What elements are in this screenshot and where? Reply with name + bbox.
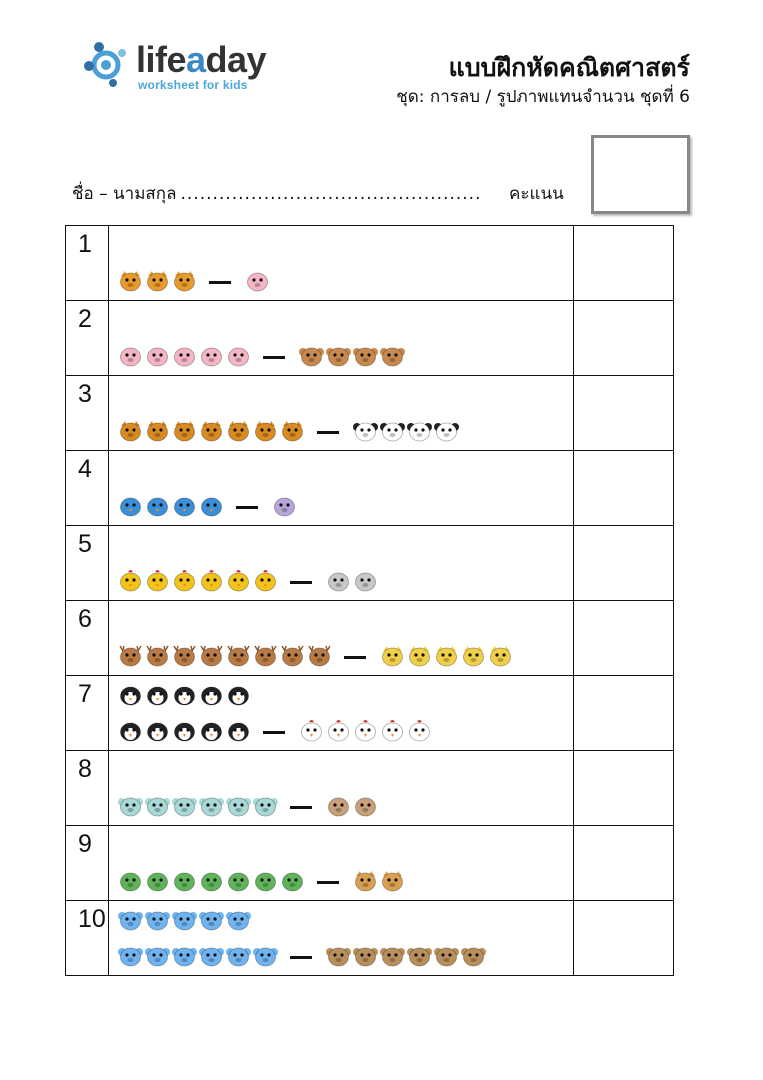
frog-icon — [253, 870, 280, 894]
subtrahend-group — [245, 270, 272, 294]
penguin-icon — [226, 684, 253, 708]
score-box[interactable] — [591, 135, 690, 214]
top-group — [118, 909, 253, 933]
fish-icon — [172, 495, 199, 519]
cat-icon — [461, 645, 488, 669]
lion-icon — [226, 420, 253, 444]
koala-icon — [353, 945, 380, 969]
monkey-icon — [299, 345, 326, 369]
penguin-icon — [145, 684, 172, 708]
subtrahend-group — [272, 495, 299, 519]
minuend-group — [118, 270, 199, 294]
minus-sign — [290, 956, 312, 959]
chicken-icon — [407, 720, 434, 744]
problem-expression — [118, 270, 272, 294]
mouse-icon — [145, 909, 172, 933]
mouse-icon — [199, 909, 226, 933]
cat-icon — [380, 645, 407, 669]
answer-box[interactable] — [573, 676, 673, 750]
answer-box[interactable] — [573, 451, 673, 525]
problem-row — [66, 451, 673, 526]
dog-icon — [380, 870, 407, 894]
problem-table — [65, 225, 674, 976]
penguin-icon — [118, 720, 145, 744]
problem-expression — [118, 870, 407, 894]
subtrahend-group — [326, 945, 488, 969]
minuend-group — [118, 420, 307, 444]
answer-box[interactable] — [573, 751, 673, 825]
subtrahend-group — [353, 420, 461, 444]
problem-row — [66, 601, 673, 676]
problem-row — [66, 826, 673, 901]
fox-icon — [172, 270, 199, 294]
elephant-icon — [226, 795, 253, 819]
problem-number: 2 — [66, 301, 109, 375]
dog-icon — [353, 870, 380, 894]
deer-icon — [280, 645, 307, 669]
minus-sign — [344, 656, 366, 659]
deer-icon — [172, 645, 199, 669]
minus-sign — [263, 356, 285, 359]
chicken-icon — [380, 720, 407, 744]
pig-icon — [226, 345, 253, 369]
minuend-group — [118, 495, 226, 519]
minus-sign — [317, 431, 339, 434]
deer-icon — [226, 645, 253, 669]
fish-icon — [145, 495, 172, 519]
minus-sign — [236, 506, 258, 509]
pig-icon — [199, 345, 226, 369]
penguin-icon — [172, 720, 199, 744]
mouse-icon — [172, 909, 199, 933]
cat-icon — [488, 645, 515, 669]
pig-icon — [245, 270, 272, 294]
fox-icon — [118, 270, 145, 294]
answer-box[interactable] — [573, 376, 673, 450]
answer-box[interactable] — [573, 601, 673, 675]
hippo-icon — [272, 495, 299, 519]
mouse-icon — [226, 909, 253, 933]
top-group — [118, 684, 253, 708]
monkey-icon — [353, 345, 380, 369]
problem-number: 10 — [66, 901, 109, 975]
chicken-icon — [299, 720, 326, 744]
chick-icon — [118, 570, 145, 594]
penguin-icon — [118, 684, 145, 708]
minus-sign — [317, 881, 339, 884]
problem-top-line — [118, 684, 253, 708]
name-label: ชื่อ – นามสกุล — [72, 184, 177, 204]
frog-icon — [226, 870, 253, 894]
name-dotted-line[interactable]: ............................................... — [180, 184, 482, 204]
panda-icon — [407, 420, 434, 444]
penguin-icon — [226, 720, 253, 744]
monkey-icon — [326, 345, 353, 369]
koala-icon — [434, 945, 461, 969]
pig-icon — [118, 345, 145, 369]
problem-row — [66, 526, 673, 601]
problem-number: 8 — [66, 751, 109, 825]
subtrahend-group — [299, 345, 407, 369]
frog-icon — [118, 870, 145, 894]
elephant-icon — [199, 795, 226, 819]
penguin-icon — [172, 684, 199, 708]
chick-icon — [199, 570, 226, 594]
problem-expression — [118, 645, 515, 669]
penguin-icon — [145, 720, 172, 744]
minus-sign — [263, 731, 285, 734]
deer-icon — [307, 645, 334, 669]
chick-icon — [145, 570, 172, 594]
worksheet-subtitle: ชุด: การลบ / รูปภาพแทนจำนวน ชุดที่ 6 — [396, 87, 690, 107]
cat-icon — [434, 645, 461, 669]
chick-icon — [226, 570, 253, 594]
problem-row — [66, 301, 673, 376]
problem-number: 1 — [66, 226, 109, 300]
lion-icon — [172, 420, 199, 444]
koala-icon — [461, 945, 488, 969]
monkey-icon — [380, 345, 407, 369]
fox-icon — [145, 270, 172, 294]
problem-number: 9 — [66, 826, 109, 900]
frog-icon — [199, 870, 226, 894]
elephant-icon — [118, 795, 145, 819]
logo-molecule-icon — [82, 38, 134, 90]
mouse-icon — [226, 945, 253, 969]
cat-icon — [407, 645, 434, 669]
problem-expression — [118, 945, 488, 969]
pig-icon — [145, 345, 172, 369]
mouse-icon — [145, 945, 172, 969]
problem-number: 4 — [66, 451, 109, 525]
problem-top-line — [118, 909, 253, 933]
logo-wordmark: lifeaday — [136, 39, 267, 80]
mouse-icon — [118, 945, 145, 969]
problem-expression — [118, 495, 299, 519]
elephant-icon — [172, 795, 199, 819]
minuend-group — [118, 720, 253, 744]
mouse-icon — [253, 945, 280, 969]
problem-number: 6 — [66, 601, 109, 675]
subtrahend-group — [353, 870, 407, 894]
walrus-icon — [326, 795, 353, 819]
penguin-icon — [199, 720, 226, 744]
walrus-icon — [353, 795, 380, 819]
lifeaday-logo — [82, 38, 282, 94]
frog-icon — [145, 870, 172, 894]
lion-icon — [118, 420, 145, 444]
panda-icon — [353, 420, 380, 444]
answer-box[interactable] — [573, 901, 673, 975]
problem-expression — [118, 345, 407, 369]
score-label: คะแนน — [509, 184, 564, 204]
elephant-icon — [253, 795, 280, 819]
subtrahend-group — [380, 645, 515, 669]
minuend-group — [118, 795, 280, 819]
problem-expression — [118, 420, 461, 444]
mouse-icon — [172, 945, 199, 969]
name-row — [72, 180, 486, 207]
deer-icon — [145, 645, 172, 669]
subtrahend-group — [299, 720, 434, 744]
lion-icon — [199, 420, 226, 444]
elephant-icon — [145, 795, 172, 819]
hippo-gray-icon — [326, 570, 353, 594]
deer-icon — [118, 645, 145, 669]
problem-number: 3 — [66, 376, 109, 450]
lion-icon — [280, 420, 307, 444]
panda-icon — [380, 420, 407, 444]
koala-icon — [407, 945, 434, 969]
subtrahend-group — [326, 570, 380, 594]
minus-sign — [290, 581, 312, 584]
answer-box[interactable] — [573, 226, 673, 300]
deer-icon — [199, 645, 226, 669]
chicken-icon — [326, 720, 353, 744]
koala-icon — [380, 945, 407, 969]
minus-sign — [290, 806, 312, 809]
problem-expression — [118, 570, 380, 594]
problem-expression — [118, 720, 434, 744]
problem-number: 7 — [66, 676, 109, 750]
logo-tagline: worksheet for kids — [138, 78, 248, 92]
minuend-group — [118, 870, 307, 894]
problem-row — [66, 901, 673, 976]
worksheet-title: แบบฝึกหัดคณิตศาสตร์ — [448, 53, 690, 82]
mouse-icon — [199, 945, 226, 969]
answer-box[interactable] — [573, 526, 673, 600]
fish-icon — [199, 495, 226, 519]
hippo-gray-icon — [353, 570, 380, 594]
lion-icon — [145, 420, 172, 444]
chicken-icon — [353, 720, 380, 744]
minuend-group — [118, 645, 334, 669]
problem-row — [66, 676, 673, 751]
subtrahend-group — [326, 795, 380, 819]
problem-row — [66, 751, 673, 826]
minuend-group — [118, 345, 253, 369]
problem-row — [66, 376, 673, 451]
minuend-group — [118, 945, 280, 969]
mouse-icon — [118, 909, 145, 933]
lion-icon — [253, 420, 280, 444]
answer-box[interactable] — [573, 301, 673, 375]
minus-sign — [209, 281, 231, 284]
answer-box[interactable] — [573, 826, 673, 900]
deer-icon — [253, 645, 280, 669]
fish-icon — [118, 495, 145, 519]
penguin-icon — [199, 684, 226, 708]
problem-number: 5 — [66, 526, 109, 600]
panda-icon — [434, 420, 461, 444]
frog-icon — [280, 870, 307, 894]
minuend-group — [118, 570, 280, 594]
problem-expression — [118, 795, 380, 819]
pig-icon — [172, 345, 199, 369]
problem-row — [66, 226, 673, 301]
chick-icon — [253, 570, 280, 594]
chick-icon — [172, 570, 199, 594]
koala-icon — [326, 945, 353, 969]
frog-icon — [172, 870, 199, 894]
